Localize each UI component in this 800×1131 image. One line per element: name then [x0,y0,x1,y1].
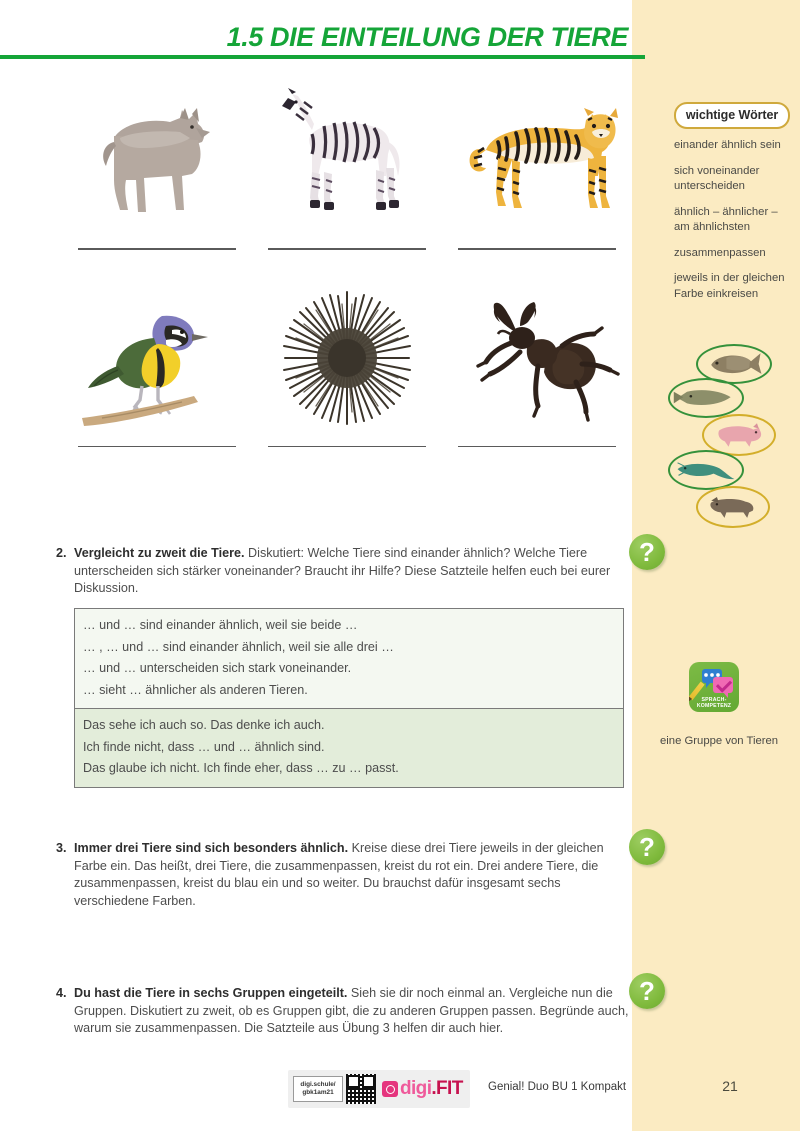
animal-cell-wolf [62,80,252,278]
great-tit-illustration [62,278,252,438]
word-item: ähnlich – ähnlicher – am ähnlichsten [674,205,778,233]
sentence-box-bottom [75,708,623,787]
digifit-logo-part1: digi [400,1078,432,1099]
url-line-1: digi.schule/ [300,1081,336,1088]
animal-cell-tit [62,278,252,476]
exercise-3-number: 3. [56,841,67,855]
title-rule [0,55,645,59]
digifit-logo [382,1078,463,1100]
sprachkompetenz-label [689,697,739,709]
answer-line-tit[interactable] [78,446,236,448]
animal-grid [62,80,632,475]
exercise-4-text: Sieh sie dir noch einmal an. Vergleiche nun die Gruppen. Diskutiert zu zweit, ob es Gruppen gibt, die zu anderen Gruppen passen. Begründe auch, warum sie zusammenpassen. Die Satzteile aus Übung 3 helfen dir auch hier. [74,986,629,1036]
exercise-4-bold: Du hast die Tiere in sechs Gruppen eingeteilt. [74,986,348,1000]
answer-line-beetle[interactable] [458,446,616,448]
sentence-line: … und … unterscheiden sich stark voneinander. [83,661,352,675]
answer-line-tiger[interactable] [458,248,616,250]
sentence-box-top [75,609,623,708]
animal-group-diagram [668,344,794,540]
exercise-3 [56,840,632,910]
animal-cell-zebra [252,80,442,278]
sentence-line: Ich finde nicht, dass … und … ähnlich sind. [83,739,325,754]
question-badge-exercise-2: ? [629,534,665,570]
exercise-2 [56,545,632,598]
important-words-list [674,138,790,312]
stag-beetle-illustration [442,278,632,438]
sea-urchin-illustration [252,278,442,438]
animal-cell-beetle [442,278,632,476]
animal-cell-tiger [442,80,632,278]
sentence-line: … und … sind einander ähnlich, weil sie beide … [83,618,358,632]
exercise-2-text: Diskutiert: Welche Tiere sind einander ähnlich? Welche Tiere unterscheiden sich stärker voneinander? Braucht ihr Hilfe? Diese Satzteile helfen euch bei eurer Diskussion. [74,546,611,596]
exercise-2-number: 2. [56,546,67,560]
word-item: zusammenpassen [674,246,766,259]
sentence-line: Das glaube ich nicht. Ich finde eher, dass … zu … passt. [83,761,399,775]
sentence-starter-box [74,608,624,788]
tiger-illustration [442,80,632,240]
group-caption: eine Gruppe von Tieren [660,735,779,747]
sprachkompetenz-line2: KOMPETENZ [696,703,732,709]
group-circle-wildboar [696,486,770,528]
animal-row [62,80,632,278]
digifit-mark-icon [382,1081,398,1097]
page-number: 21 [722,1078,738,1094]
sprachkompetenz-icon [689,662,739,712]
wolf-illustration [62,80,252,240]
answer-line-zebra[interactable] [268,248,426,250]
exercise-2-bold: Vergleicht zu zweit die Tiere. [74,546,245,560]
sentence-line: Das sehe ich auch so. Das denke ich auch. [83,718,325,732]
question-badge-exercise-4: ? [629,973,665,1009]
exercise-4-number: 4. [56,986,67,1000]
important-words-title: wichtige Wörter [674,102,790,129]
animal-row [62,278,632,476]
title-row [0,14,632,62]
zebra-illustration [252,80,442,240]
digifit-footer-badge[interactable] [288,1070,470,1108]
sprachkompetenz-line1: SPRACH- [701,697,727,703]
page-title: 1.5 DIE EINTEILUNG DER TIERE [226,22,628,52]
word-item: sich voneinander unterscheiden [674,164,760,192]
sentence-line: … sieht … ähnlicher als anderen Tieren. [83,682,308,697]
book-source-label: Genial! Duo BU 1 Kompakt [488,1081,627,1093]
word-item: einander ähnlich sein [674,139,781,151]
group-circle-catfish [668,450,744,490]
word-item: jeweils in der gleichen Farbe einkreisen [674,272,785,300]
digifit-logo-part2: .FIT [431,1078,463,1099]
group-circle-pike [668,378,744,418]
qr-code[interactable] [346,1074,376,1104]
answer-line-urchin[interactable] [268,446,426,448]
sentence-line: … , … und … sind einander ähnlich, weil sie alle drei … [83,639,394,654]
exercise-3-text: Kreise diese drei Tiere jeweils in der gleichen Farbe ein. Das heißt, drei Tiere, die zusammenpassen, kreist du rot ein. Drei andere Tiere, die zusammenpassen, kreist du blau ein und so weiter. Du brauchst dafür insgesamt sechs verschiedene Farben. [74,841,604,908]
exercise-4 [56,985,632,1038]
answer-line-wolf[interactable] [78,248,236,250]
digischule-url [293,1076,343,1102]
url-line-2: gbk1am21 [302,1089,334,1096]
animal-cell-urchin [252,278,442,476]
question-badge-exercise-3: ? [629,829,665,865]
exercise-3-bold: Immer drei Tiere sind sich besonders ähnlich. [74,841,349,855]
